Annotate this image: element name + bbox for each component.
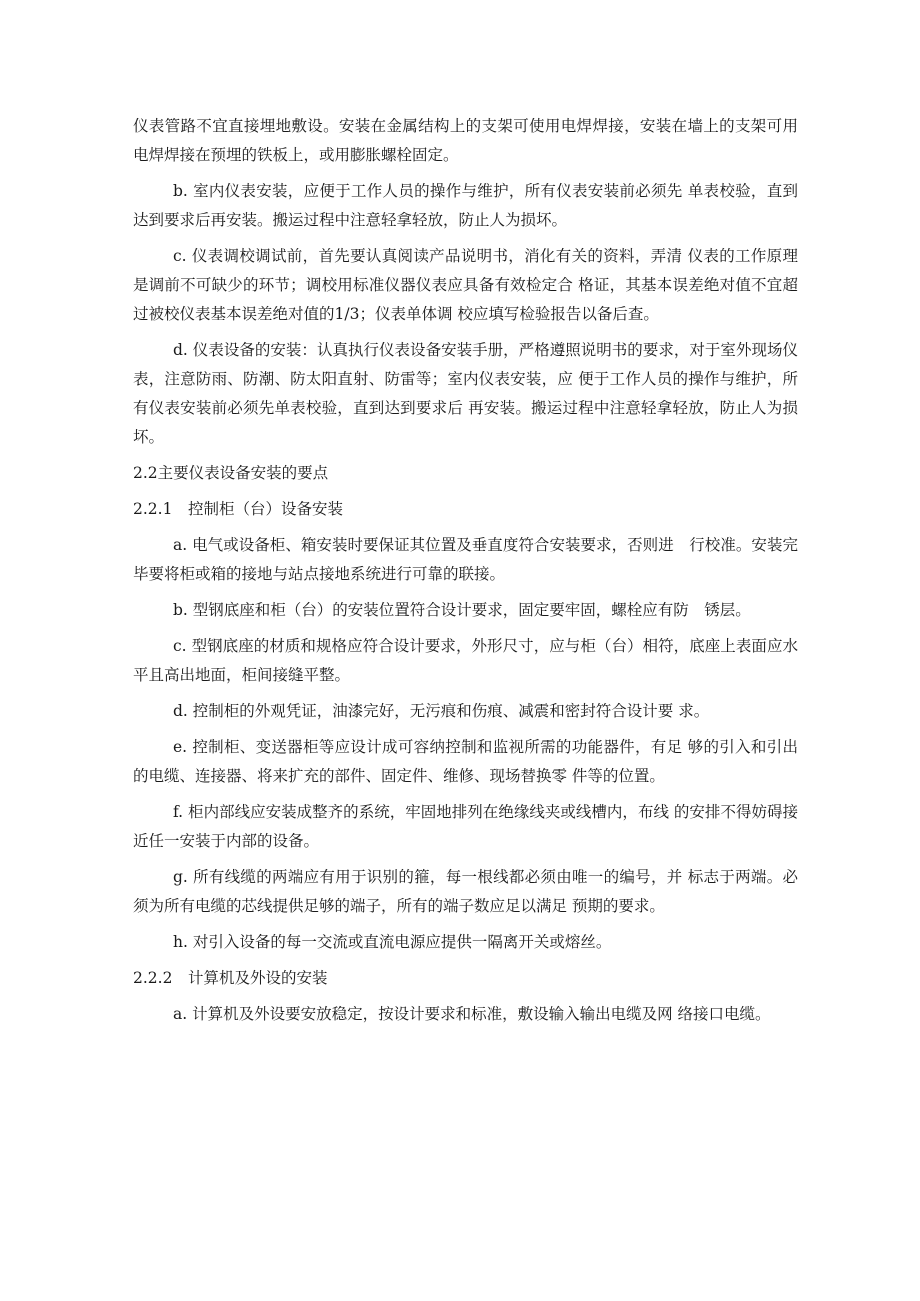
- paragraph-pipe-installation: 仪表管路不宜直接埋地敷设。安装在金属结构上的支架可使用电焊焊接，安装在墙上的支架可用电焊焊接在预埋的铁板上，或用膨胀螺栓固定。: [133, 117, 798, 164]
- list-item-2-2-1-h: h. 对引入设备的每一交流或直流电源应提供一隔离开关或熔丝。: [173, 933, 612, 951]
- paragraph-item-c-calibration: c. 仪表调校调试前，首先要认真阅读产品说明书，消化有关的资料，弄清 仪表的工作原理是调前不可缺少的环节；调校用标准仪器仪表应具备有效检定合 格证，其基本误差绝对值不宜超过被校仪表基本误差绝对值的1/3；仪表单体调 校应填写检验报告以备后查。: [133, 247, 798, 323]
- list-item-2-2-1-c: c. 型钢底座的材质和规格应符合设计要求，外形尺寸，应与柜（台）相符，底座上表面应水平且高出地面，柜间接缝平整。: [133, 637, 798, 684]
- list-item-2-2-1-b: b. 型钢底座和柜（台）的安装位置符合设计要求，固定要牢固，螺栓应有防 锈层。: [173, 601, 751, 619]
- paragraph-item-b-indoor-install: b. 室内仪表安装，应便于工作人员的操作与维护，所有仪表安装前必须先 单表校验，直到达到要求后再安装。搬运过程中注意轻拿轻放，防止人为损坏。: [133, 182, 798, 229]
- document-body: [133, 112, 798, 1036]
- list-item-2-2-1-e: e. 控制柜、变送器柜等应设计成可容纳控制和监视所需的功能器件，有足 够的引入和引出的电缆、连接器、将来扩充的部件、固定件、维修、现场替换零 件等的位置。: [133, 738, 798, 785]
- list-item-2-2-1-f: f. 柜内部线应安装成整齐的系统，牢固地排列在绝缘线夹或线槽内，布线 的安排不得妨碍接近任一安装于内部的设备。: [133, 803, 798, 850]
- paragraph-item-d-equipment-install: d. 仪表设备的安装：认真执行仪表设备安装手册，严格遵照说明书的要求，对于室外现场仪表，注意防雨、防潮、防太阳直射、防雷等；室内仪表安装，应 便于工作人员的操作与维护，所有仪表安装前必须先单表校验，直到达到要求后 再安装。搬运过程中注意轻拿轻放，防止人为损坏。: [133, 341, 798, 446]
- section-heading-2-2-1: 2.2.1 控制柜（台）设备安装: [133, 500, 343, 518]
- section-heading-2-2: 2.2主要仪表设备安装的要点: [133, 464, 329, 482]
- list-item-2-2-2-a: a. 计算机及外设要安放稳定，按设计要求和标准，敷设输入输出电缆及网 络接口电缆。: [173, 1005, 771, 1023]
- list-item-2-2-1-g: g. 所有线缆的两端应有用于识别的箍，每一根线都必须由唯一的编号，并 标志于两端。必须为所有电缆的芯线提供足够的端子，所有的端子数应足以满足 预期的要求。: [133, 868, 798, 915]
- list-item-2-2-1-a: a. 电气或设备柜、箱安装时要保证其位置及垂直度符合安装要求，否则进 行校准。安装完毕要将柜或箱的接地与站点接地系统进行可靠的联接。: [133, 536, 798, 583]
- section-heading-2-2-2: 2.2.2 计算机及外设的安装: [133, 969, 328, 987]
- list-item-2-2-1-d: d. 控制柜的外观凭证，油漆完好，无污痕和伤痕、减震和密封符合设计要 求。: [173, 702, 710, 720]
